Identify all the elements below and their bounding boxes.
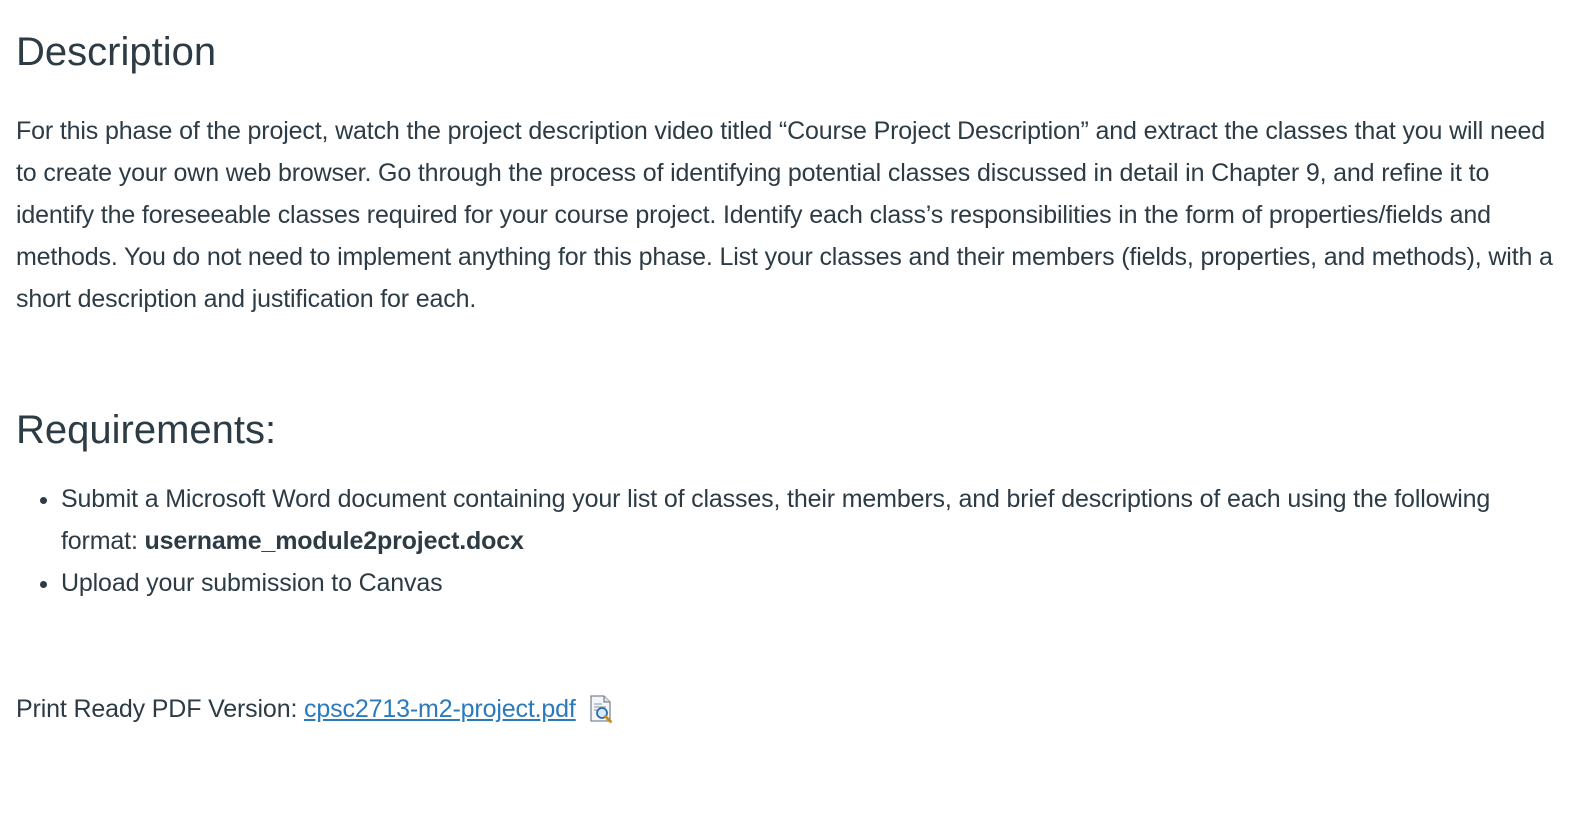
requirement-text: Submit a Microsoft Word document containing your list of classes, their members, and brief descriptions of each using the following format:: [61, 485, 1491, 555]
pdf-version-line: [16, 688, 1556, 736]
filename-format: username_module2project.docx: [144, 527, 524, 555]
pdf-version-label: Print Ready PDF Version:: [16, 695, 305, 723]
description-paragraph: For this phase of the project, watch the project description video titled “Course Project Description” and extract the classes that you will need to create your own web browser. Go through the process of identifying potential classes discussed in detail in Chapter 9, and refine it to identify the foreseeable classes required for your course project. Identify each class’s responsibilities in the form of properties/fields and methods. You do not need to implement anything for this phase. List your classes and their members (fields, properties, and methods), with a short description and justification for each.: [16, 117, 1553, 313]
list-item: [61, 478, 1556, 562]
requirements-heading: Requirements:: [16, 408, 277, 452]
list-item: [61, 562, 1556, 604]
description-heading: Description: [16, 30, 217, 74]
document-preview-icon[interactable]: [588, 694, 614, 736]
requirements-list: [16, 478, 1556, 604]
pdf-download-link[interactable]: cpsc2713-m2-project.pdf: [304, 695, 576, 723]
requirement-text: Upload your submission to Canvas: [61, 569, 443, 597]
